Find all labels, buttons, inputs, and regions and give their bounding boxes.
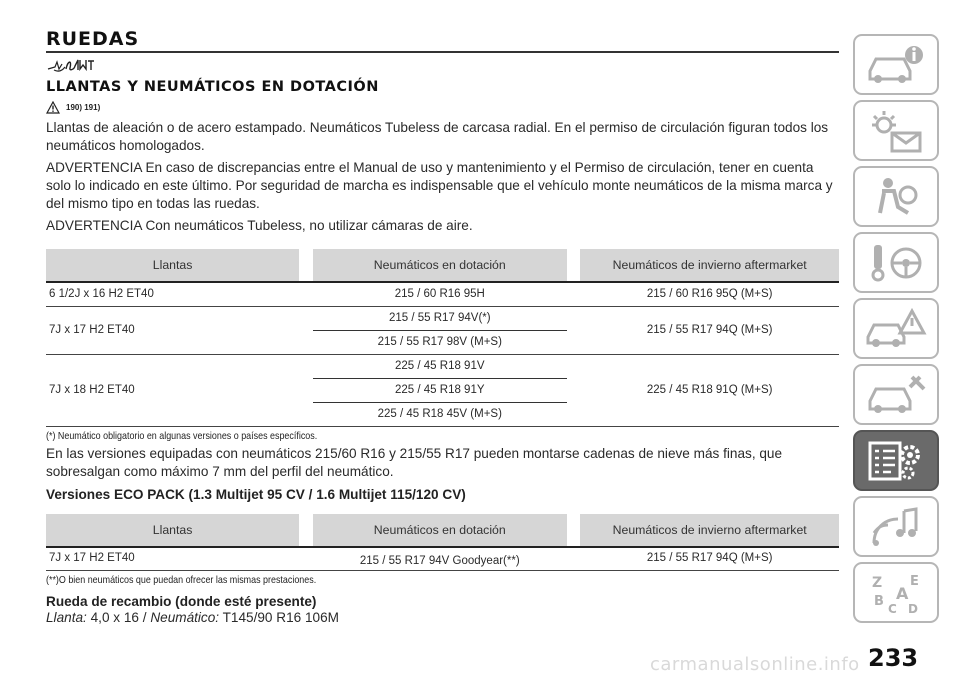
tab-index[interactable] [853, 562, 939, 623]
paragraph-intro: Llantas de aleación o de acero estampado. Neumáticos Tubeless de carcasa radial. En el permiso de circulación figuran todos los neumáticos homologados. [46, 120, 829, 153]
tab-warning-lights[interactable] [853, 100, 939, 161]
header-gap [299, 514, 313, 547]
car-info-icon [864, 41, 928, 89]
tire-cell: 215 / 60 R16 95H [313, 282, 567, 306]
tire-cell: 215 / 55 R17 94V Goodyear(**) [313, 547, 567, 571]
watermark: carmanualsonline.info [650, 654, 860, 675]
chapter-tabs [853, 34, 939, 628]
header-winter: Neumáticos de invierno aftermarket [580, 249, 839, 282]
header-tires: Neumáticos en dotación [313, 514, 567, 547]
header-rims: Llantas [46, 249, 299, 282]
svg-text:C: C [888, 601, 897, 616]
section-title: RUEDAS [46, 28, 140, 50]
paragraph-warning-permit: ADVERTENCIA En caso de discrepancias entre el Manual de uso y mantenimiento y el Permiso de circulación, tener en cuenta solo lo indicado en este último. Por seguridad de marcha es indispensable que el vehículo monte neumáticos de la misma marca y del mismo tipo en todas las ruedas. [46, 160, 833, 211]
table-row [46, 282, 839, 306]
table-row [46, 306, 839, 330]
rim-cell: 7J x 18 H2 ET40 [46, 354, 299, 426]
winter-cell: 225 / 45 R18 91Q (M+S) [580, 354, 839, 426]
tab-maintenance[interactable] [853, 364, 939, 425]
svg-text:E: E [910, 573, 919, 589]
table-row [46, 354, 839, 378]
svg-text:B: B [874, 593, 884, 609]
spare-tire-label: Neumático: [150, 610, 220, 625]
spare-wheel-spec [46, 609, 839, 627]
table-row [46, 547, 839, 571]
handwritten-signature-icon [46, 56, 839, 74]
tire-cell: 225 / 45 R18 91V [313, 354, 567, 378]
paragraph-warning-tubeless: ADVERTENCIA Con neumáticos Tubeless, no utilizar cámaras de aire. [46, 218, 473, 233]
eco-tires-table [46, 514, 839, 572]
tire-cell: 225 / 45 R18 91Y [313, 378, 567, 402]
svg-text:A: A [896, 583, 909, 603]
header-rims: Llantas [46, 514, 299, 547]
tab-starting-driving[interactable] [853, 232, 939, 293]
winter-cell: 215 / 55 R17 94Q (M+S) [580, 306, 839, 354]
winter-cell: 215 / 55 R17 94Q (M+S) [580, 547, 839, 571]
tire-cell: 215 / 55 R17 94V(*) [313, 306, 567, 330]
header-gap [299, 249, 313, 282]
rim-cell: 7J x 17 H2 ET40 [46, 306, 299, 354]
tab-safety[interactable] [853, 166, 939, 227]
svg-text:Z: Z [872, 574, 883, 591]
airbag-person-icon [864, 173, 928, 221]
tab-multimedia[interactable] [853, 496, 939, 557]
warning-lights-icon [864, 107, 928, 155]
warning-reference [46, 99, 839, 115]
subsection-title: LLANTAS Y NEUMÁTICOS EN DOTACIÓN [46, 79, 379, 95]
specs-gear-icon [864, 437, 928, 485]
spare-rim-value: 4,0 x 16 / [90, 610, 151, 625]
car-breakdown-icon [864, 305, 928, 353]
table-header-row [46, 249, 839, 282]
tab-technical-specs[interactable] [853, 430, 939, 491]
tab-emergency[interactable] [853, 298, 939, 359]
footnote-equivalent: (**)O bien neumáticos que puedan ofrecer las mismas prestaciones. [46, 575, 317, 586]
spare-tire-value: T145/90 R16 106M [222, 610, 339, 625]
rim-cell: 7J x 17 H2 ET40 [46, 547, 299, 571]
page-number: 233 [868, 644, 919, 672]
svg-text:D: D [908, 601, 918, 616]
footnote-mandatory: (*) Neumático obligatorio en algunas versiones o países específicos. [46, 430, 318, 442]
warning-refs-text: 190) 191) [66, 102, 101, 112]
header-tires: Neumáticos en dotación [313, 249, 567, 282]
main-content [46, 28, 839, 627]
eco-pack-title: Versiones ECO PACK (1.3 Multijet 95 CV / 1.6 Multijet 115/120 CV) [46, 486, 466, 502]
rim-cell: 6 1/2J x 16 H2 ET40 [46, 282, 299, 306]
spare-rim-label: Llanta: [46, 610, 87, 625]
alphabet-index-icon [864, 569, 928, 617]
warning-triangle-icon [46, 101, 60, 114]
header-gap [567, 514, 581, 547]
header-gap [567, 249, 581, 282]
multimedia-icon [864, 503, 928, 551]
section-rule [46, 51, 839, 53]
spare-wheel-title: Rueda de recambio (donde esté presente) [46, 594, 317, 609]
table-header-row [46, 514, 839, 547]
winter-cell: 215 / 60 R16 95Q (M+S) [580, 282, 839, 306]
tires-table [46, 249, 839, 427]
tab-car-info[interactable] [853, 34, 939, 95]
paragraph-snow-chains: En las versiones equipadas con neumáticos 215/60 R16 y 215/55 R17 pueden montarse cadenas de nieve más finas, que sobresalgan como máximo 7 mm del perfil del neumático. [46, 445, 783, 479]
header-winter: Neumáticos de invierno aftermarket [580, 514, 839, 547]
car-maintenance-icon [864, 371, 928, 419]
key-steering-wheel-icon [864, 239, 928, 287]
tire-cell: 215 / 55 R17 98V (M+S) [313, 330, 567, 354]
tire-cell: 225 / 45 R18 45V (M+S) [313, 402, 567, 426]
